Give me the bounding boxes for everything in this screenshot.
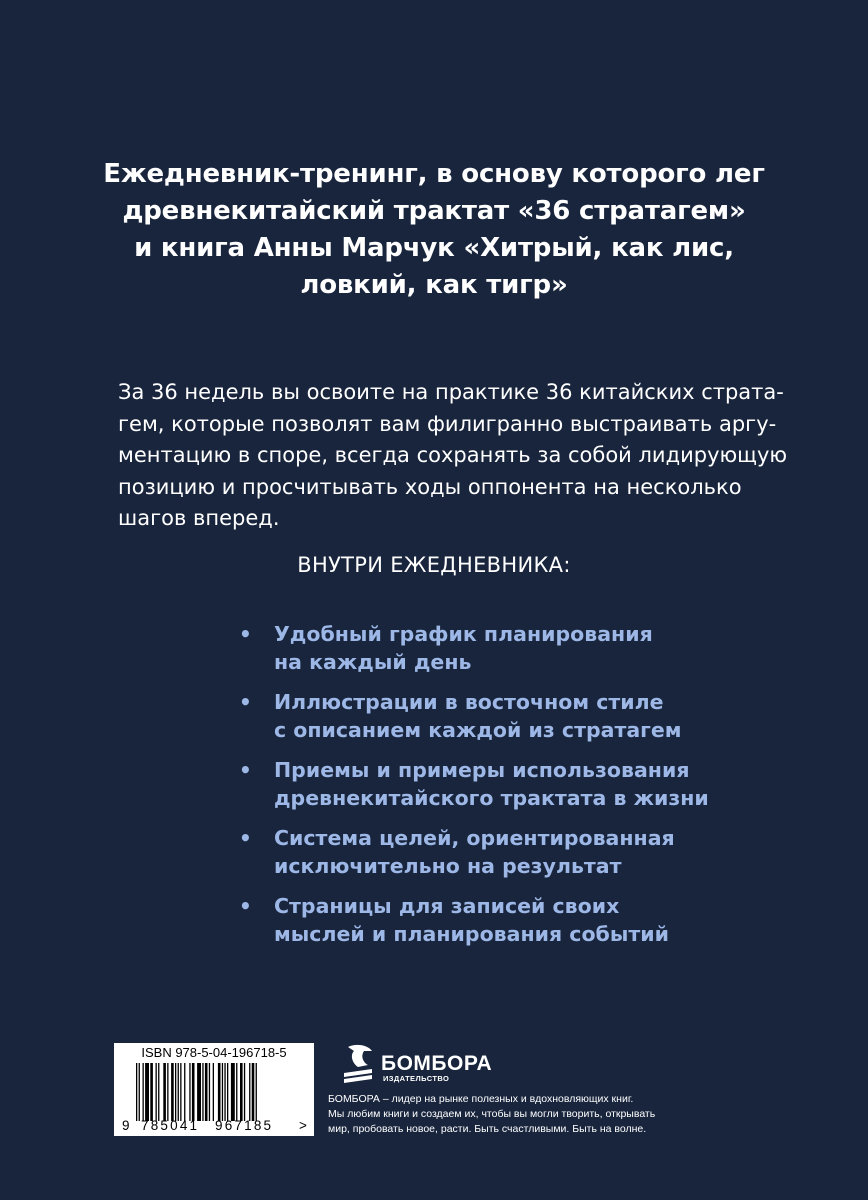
feature-line: Страницы для записей своих [274,894,620,918]
feature-line: Система целей, ориентированная [274,826,675,850]
feature-line: мыслей и планирования событий [274,922,669,946]
bullet-icon: • [239,758,252,782]
intro-line: шагов вперед. [118,506,280,530]
publisher-subtitle: ИЗДАТЕЛЬСТВО [383,1074,450,1083]
barcode-block [114,1043,314,1136]
features-list [238,620,758,960]
headline-line: ловкий, как тигр» [300,270,568,300]
headline [0,156,868,304]
barcode-arrow: > [299,1118,307,1133]
publisher-note-line: Мы любим книги и создаем их, чтобы вы могли творить, открывать [328,1108,656,1120]
barcode-digit-first: 9 [122,1118,130,1133]
bullet-icon: • [239,622,252,646]
bullet-icon: • [239,826,252,850]
publisher-note-line: БОМБОРА – лидер на рынке полезных и вдохновляющих книг. [328,1093,634,1105]
intro-line: За 36 недель вы освоите на практике 36 китайских страта- [118,380,784,404]
feature-line: Приемы и примеры использования [274,758,690,782]
feature-line: исключительно на результат [274,854,622,878]
intro-line: ментацию в споре, всегда сохранять за собой лидирующую [118,443,788,467]
section-title: ВНУТРИ ЕЖЕДНЕВНИКА: [297,553,571,577]
feature-line: древнекитайского трактата в жизни [274,786,709,810]
barcode-digits-left: 785041 [141,1118,200,1133]
isbn-label: ISBN 978-5-04-196718-5 [141,1045,287,1060]
publisher-note-line: мир, пробовать новое, расти. Быть счастливыми. Быть на волне. [328,1123,647,1135]
publisher-note [328,1092,688,1137]
feature-item [238,620,758,676]
barcode-digits-right: 967185 [215,1118,274,1133]
feature-line: на каждый день [274,650,472,674]
feature-line: с описанием каждой из стратагем [274,718,682,742]
feature-item [238,892,758,948]
headline-line: древнекитайский трактат «36 стратагем» [122,196,746,226]
feature-item [238,756,758,812]
feature-item [238,688,758,744]
headline-line: и книга Анны Марчук «Хитрый, как лис, [134,233,734,263]
bombora-logo-icon [342,1043,378,1085]
publisher-name: БОМБОРА [381,1052,493,1075]
feature-line: Удобный график планирования [274,622,653,646]
bullet-icon: • [239,894,252,918]
intro-paragraph [118,377,798,535]
bullet-icon: • [239,690,252,714]
intro-line: позицию и просчитывать ходы оппонента на несколько [118,474,742,499]
headline-line: Ежедневник-тренинг, в основу которого лег [103,159,765,189]
intro-line: гем, которые позволят вам филигранно выстраивать аргу- [118,411,777,436]
barcode-icon [136,1063,296,1123]
feature-line: Иллюстрации в восточном стиле [274,690,664,714]
feature-item [238,824,758,880]
